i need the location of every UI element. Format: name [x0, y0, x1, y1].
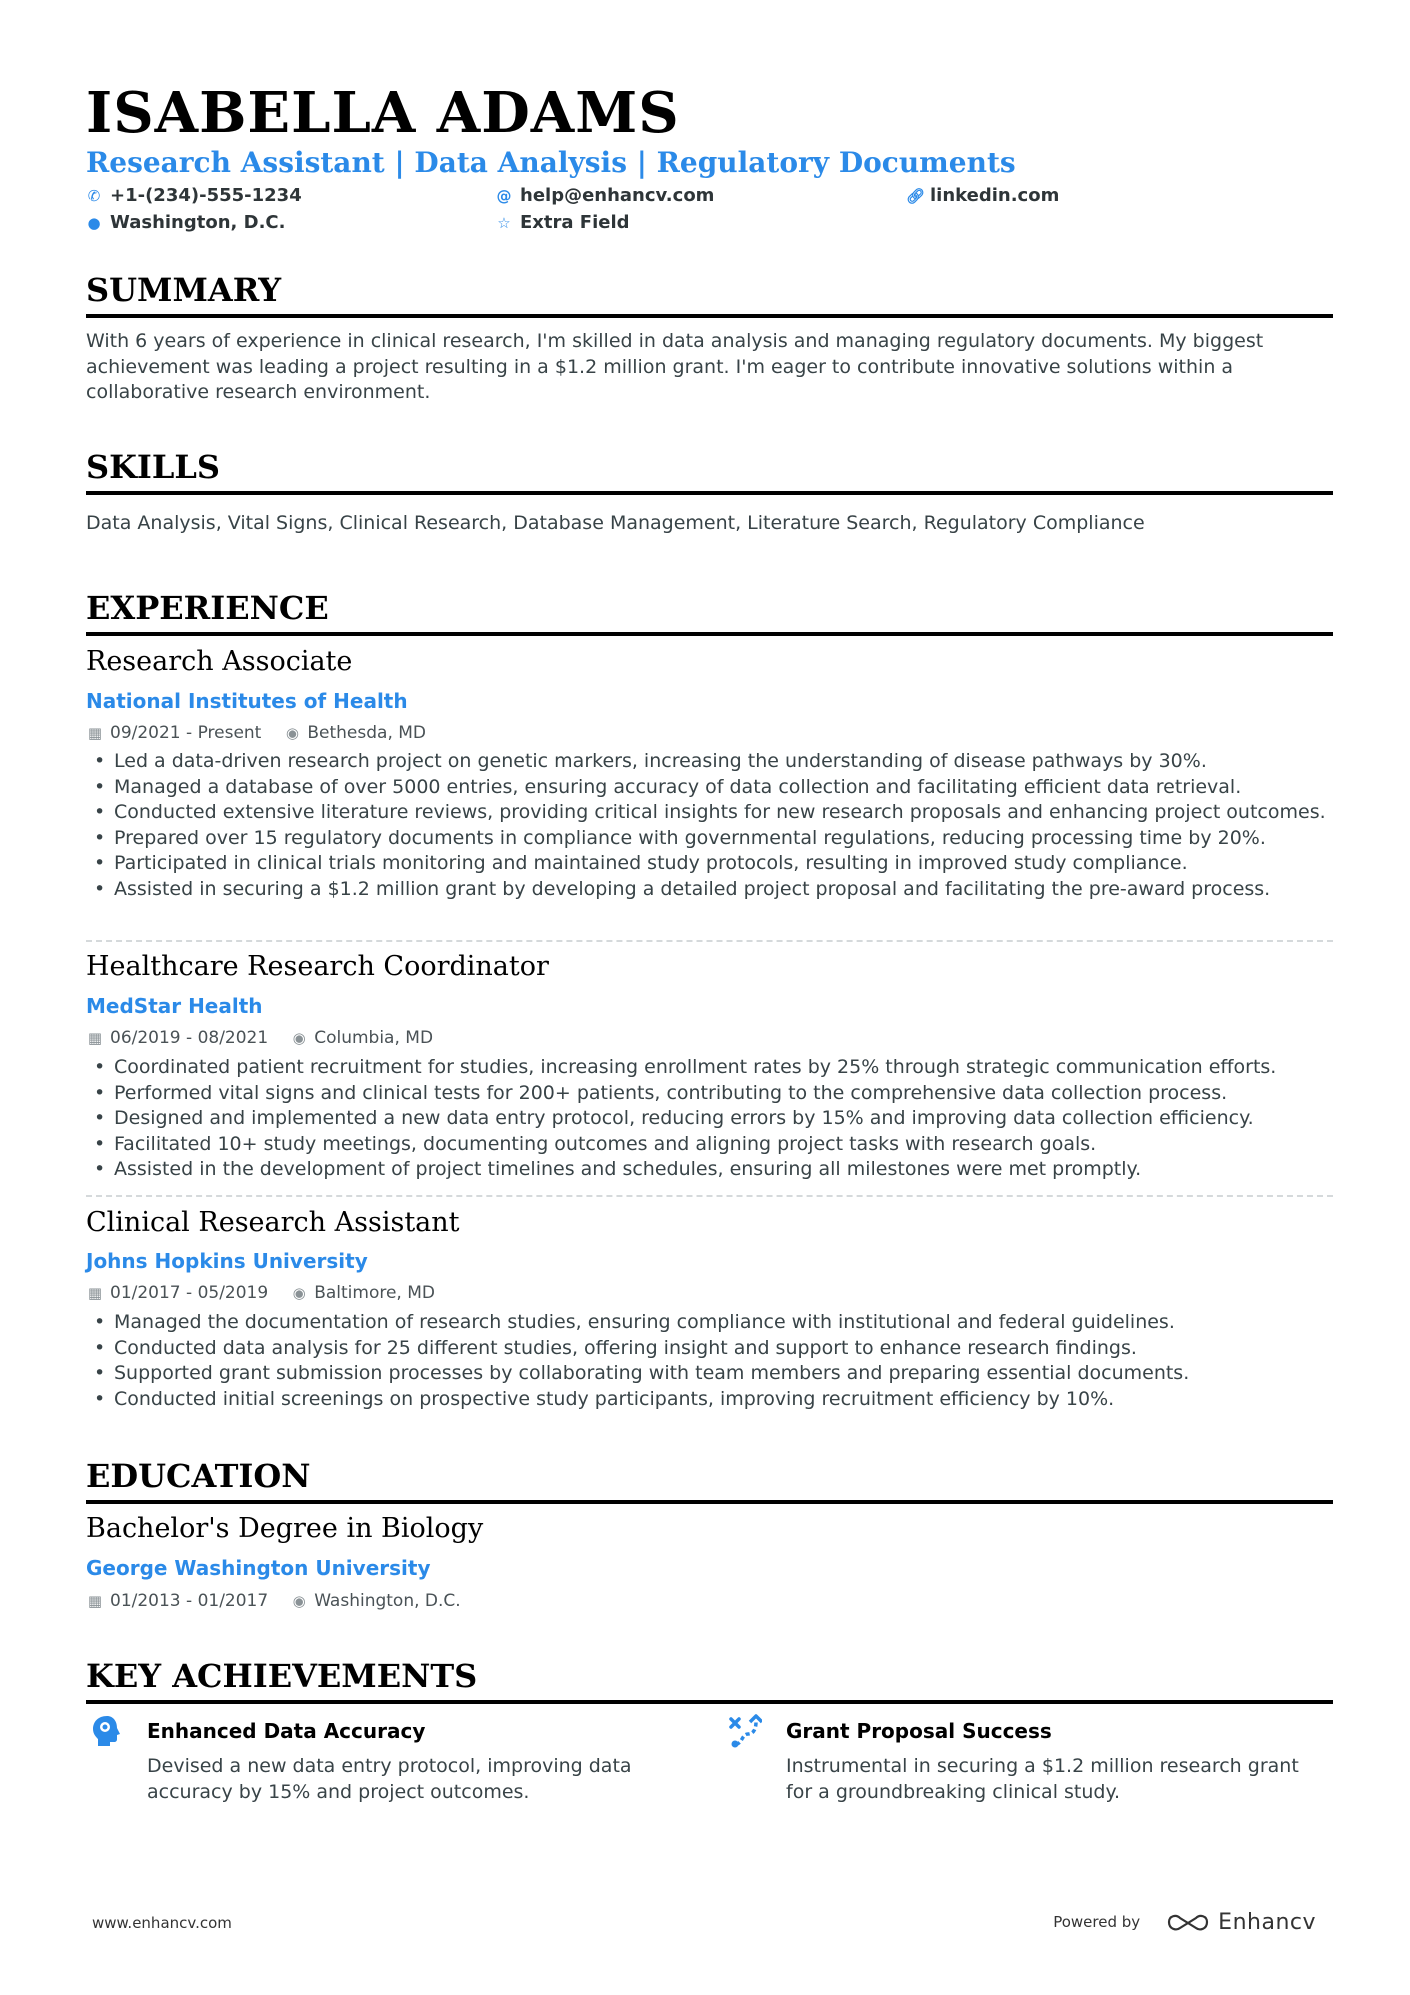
enhancv-logo[interactable]	[1166, 1910, 1316, 1935]
list-item: • Conducted data analysis for 25 different studies, offering insight and support to enhance research findings.	[86, 1336, 1333, 1362]
skills-text: Data Analysis, Vital Signs, Clinical Research, Database Management, Literature Search, Regulatory Compliance	[86, 512, 1145, 534]
job-divider	[86, 1195, 1333, 1197]
map-pin-icon: ◉	[292, 1592, 306, 1610]
job-location: Baltimore, MD	[314, 1283, 435, 1303]
list-item: • Managed a database of over 5000 entries, ensuring accuracy of data collection and facilitating efficient data retrieval.	[86, 775, 1333, 801]
job-title: Research Associate	[86, 646, 353, 677]
summary-heading: SUMMARY	[86, 270, 1333, 318]
company-name[interactable]: Johns Hopkins University	[86, 1249, 368, 1273]
job-title: Clinical Research Assistant	[86, 1207, 460, 1238]
company-name[interactable]: National Institutes of Health	[86, 689, 408, 713]
infinity-logo-icon	[1166, 1911, 1210, 1933]
list-item: • Performed vital signs and clinical tests for 200+ patients, contributing to the comprehensive data collection process.	[86, 1081, 1333, 1107]
company-name[interactable]: MedStar Health	[86, 994, 263, 1018]
achievement-desc: Instrumental in securing a $1.2 million research grant for a groundbreaking clinical study.	[786, 1755, 1299, 1803]
list-item: • Managed the documentation of research studies, ensuring compliance with institutional and federal guidelines.	[86, 1310, 1333, 1336]
list-item: • Supported grant submission processes by collaborating with team members and preparing essential documents.	[86, 1361, 1333, 1387]
brand-name: Enhancv	[1218, 1909, 1316, 1935]
contact-linkedin[interactable]: 🔗︎ linkedin.com	[906, 185, 1060, 206]
contact-location: ● Washington, D.C.	[87, 212, 286, 233]
calendar-icon: ▦	[87, 1592, 103, 1610]
map-pin-icon: ●	[87, 214, 101, 232]
education-meta	[86, 1589, 461, 1613]
degree-title: Bachelor's Degree in Biology	[86, 1513, 484, 1544]
phone-icon: ✆	[87, 187, 101, 205]
contact-phone[interactable]: ✆ +1-(234)-555-1234	[87, 185, 302, 206]
job-meta	[86, 721, 426, 745]
job-location: Columbia, MD	[314, 1028, 434, 1048]
school-name[interactable]: George Washington University	[86, 1556, 431, 1580]
achievement-desc: Devised a new data entry protocol, improving data accuracy by 15% and project outcomes.	[147, 1755, 632, 1803]
job-dates: 01/2017 - 05/2019	[110, 1283, 269, 1303]
map-pin-icon: ◉	[285, 724, 299, 742]
list-item: • Led a data-driven research project on genetic markers, increasing the understanding of disease pathways by 30%.	[86, 749, 1333, 775]
job-title: Healthcare Research Coordinator	[86, 951, 549, 982]
job-bullets	[86, 1055, 1333, 1183]
list-item: • Participated in clinical trials monitoring and maintained study protocols, resulting in improved study compliance.	[86, 851, 1333, 877]
education-dates: 01/2013 - 01/2017	[110, 1591, 269, 1611]
contact-email[interactable]: @ help@enhancv.com	[496, 185, 715, 206]
footer-website[interactable]: www.enhancv.com	[92, 1914, 232, 1932]
candidate-name: ISABELLA ADAMS	[86, 80, 680, 146]
list-item: • Coordinated patient recruitment for studies, increasing enrollment rates by 25% through strategic communication efforts.	[86, 1055, 1333, 1081]
job-bullets	[86, 749, 1333, 902]
list-item: • Conducted extensive literature reviews, providing critical insights for new research proposals and enhancing project outcomes.	[86, 800, 1333, 826]
job-location: Bethesda, MD	[307, 723, 427, 743]
job-bullets	[86, 1310, 1333, 1412]
job-meta	[86, 1281, 435, 1305]
job-dates: 09/2021 - Present	[110, 723, 262, 743]
headline: Research Assistant | Data Analysis | Regulatory Documents	[86, 146, 1016, 179]
summary-text: With 6 years of experience in clinical research, I'm skilled in data analysis and managing regulatory documents. My biggest achievement was leading a project resulting in a $1.2 million grant. I'm eager to contribute innovative solutions within a collaborative research environment.	[86, 330, 1264, 403]
list-item: • Designed and implemented a new data entry protocol, reducing errors by 15% and improving data collection efficiency.	[86, 1106, 1333, 1132]
list-item: • Conducted initial screenings on prospective study participants, improving recruitment efficiency by 10%.	[86, 1387, 1333, 1413]
at-icon: @	[496, 187, 512, 205]
brain-head-icon	[90, 1714, 124, 1748]
skills-heading: SKILLS	[86, 447, 1333, 495]
map-pin-icon: ◉	[292, 1284, 306, 1302]
footer-branding[interactable]	[1053, 1906, 1316, 1938]
route-icon	[728, 1714, 762, 1748]
experience-heading: EXPERIENCE	[86, 588, 1333, 636]
link-icon: 🔗︎	[906, 187, 926, 205]
calendar-icon: ▦	[87, 1029, 103, 1047]
contact-extra: ☆ Extra Field	[497, 212, 630, 233]
list-item: • Assisted in securing a $1.2 million grant by developing a detailed project proposal and facilitating the pre-award process.	[86, 877, 1333, 903]
list-item: • Prepared over 15 regulatory documents in compliance with governmental regulations, reducing processing time by 20%.	[86, 826, 1333, 852]
job-dates: 06/2019 - 08/2021	[110, 1028, 269, 1048]
list-item: • Assisted in the development of project timelines and schedules, ensuring all milestones were met promptly.	[86, 1157, 1333, 1183]
education-heading: EDUCATION	[86, 1456, 1333, 1504]
job-divider	[86, 940, 1333, 942]
education-location: Washington, D.C.	[314, 1591, 461, 1611]
calendar-icon: ▦	[87, 1284, 103, 1302]
achievement-title: Grant Proposal Success	[786, 1719, 1052, 1743]
list-item: • Facilitated 10+ study meetings, documenting outcomes and aligning project tasks with research goals.	[86, 1132, 1333, 1158]
star-icon: ☆	[497, 214, 511, 232]
calendar-icon: ▦	[87, 724, 103, 742]
job-meta	[86, 1026, 433, 1050]
powered-by-label: Powered by	[1053, 1913, 1141, 1931]
map-pin-icon: ◉	[292, 1029, 306, 1047]
achievement-title: Enhanced Data Accuracy	[147, 1719, 426, 1743]
achievements-heading: KEY ACHIEVEMENTS	[86, 1656, 1333, 1704]
